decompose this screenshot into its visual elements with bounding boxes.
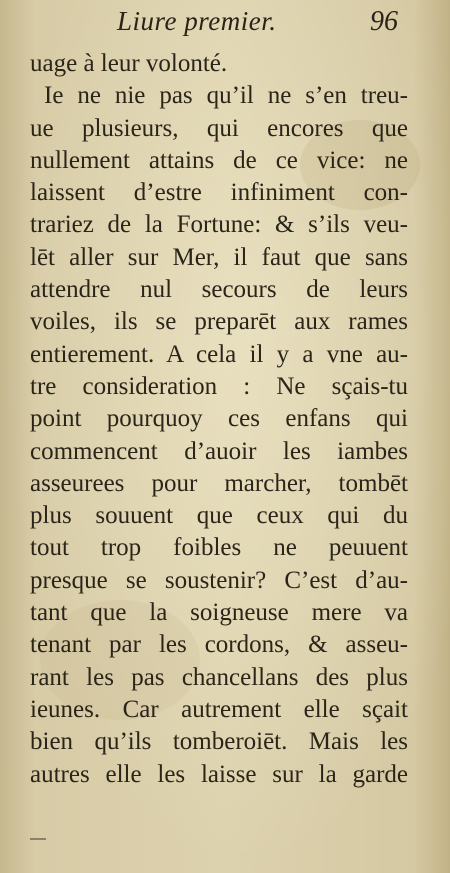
text-line: point pourquoy ces enfans qui [30,405,408,433]
text-line: nullement attains de ce vice: ne [30,146,408,174]
text-line: commencent d’auoir les iambes [30,437,408,465]
text-line: presque se soustenir? C’est d’au- [30,566,408,594]
text-line: tout trop foibles ne peuuent [30,534,408,562]
text-line: uage à leur volonté. [30,50,228,77]
text-line: plus souuent que ceux qui du [30,502,408,530]
text-line: asseurees pour marcher, tombēt [30,469,408,497]
text-line: bien qu’ils tomberoiēt. Mais les [30,728,408,756]
text-line: tant que la soigneuse mere va [30,599,408,627]
body-text [30,48,408,791]
text-line: trariez de la Fortune: & s’ils veu- [30,211,408,239]
text-line: tre consideration : Ne sçais-tu [30,372,408,400]
text-line: ieunes. Car autrement elle sçait [30,695,408,723]
text-line: tenant par les cordons, & asseu- [30,631,408,659]
text-line: entierement. A cela il y a vne au- [30,340,408,368]
text-line: ue plusieurs, qui encores que [30,114,408,142]
text-line: voiles, ils se preparēt aux rames [30,308,408,336]
page-number: 96 [370,6,398,37]
text-line: attendre nul secours de leurs [30,276,408,304]
running-title: Liure premier. [117,6,277,36]
page-header [0,6,450,42]
text-line: laissent d’estre infiniment con- [30,179,408,207]
text-line: rant les pas chancellans des plus [30,663,408,691]
text-line: lēt aller sur Mer, il faut que sans [30,243,408,271]
margin-mark [30,838,46,840]
text-line: Ie ne nie pas qu’il ne s’en treu- [44,82,408,110]
text-line: autres elle les laisse sur la garde [30,760,408,788]
